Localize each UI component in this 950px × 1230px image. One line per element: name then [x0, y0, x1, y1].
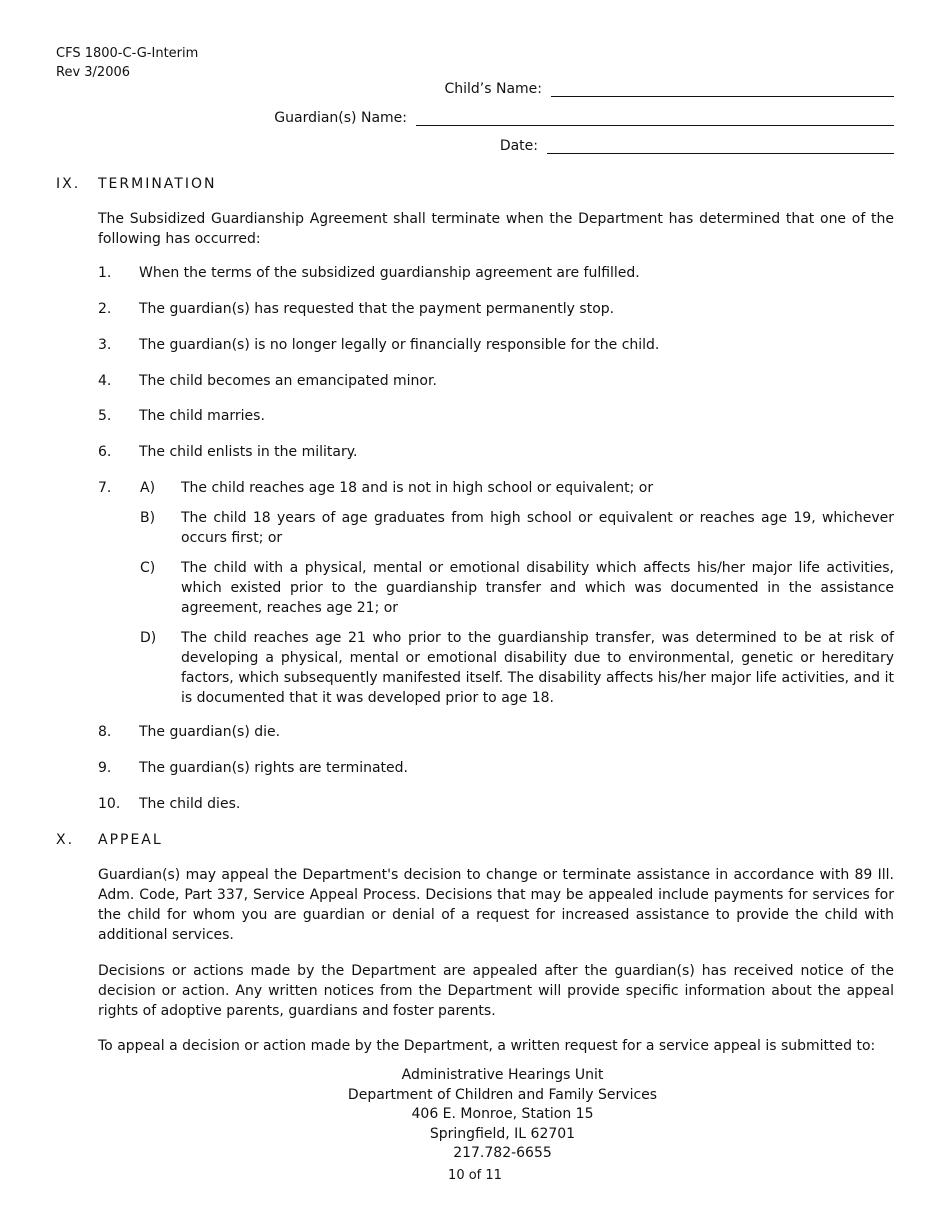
date-field[interactable]: [547, 153, 894, 154]
item-number: 1.: [98, 265, 112, 281]
address-line: 406 E. Monroe, Station 15: [411, 1106, 594, 1122]
sub-item-letter: A): [140, 480, 156, 496]
childs-name-label: Child’s Name:: [444, 81, 542, 97]
list-item: [98, 406, 894, 426]
sub-item: [140, 628, 894, 708]
list-item: [98, 263, 894, 283]
address-line: 217.782-6655: [453, 1145, 552, 1161]
guardians-name-label: Guardian(s) Name:: [274, 110, 407, 126]
sub-item: [140, 508, 894, 548]
address-line: Springfield, IL 62701: [429, 1125, 576, 1142]
childs-name-field[interactable]: [551, 96, 894, 97]
sub-item: [140, 478, 894, 498]
sub-item-text: The child reaches age 21 who prior to the guardianship transfer, was determined to be at risk of developing a physical, mental or emotional disability due to environmental, genetic or hereditary factors, which subsequently manifested itself. The disability affects his/her major life activities, and it is documented that it was developed prior to age 18.: [181, 630, 894, 706]
item-number: 8.: [98, 724, 112, 740]
address-line: Administrative Hearings Unit: [401, 1067, 604, 1083]
sub-item-letter: C): [140, 560, 156, 576]
item-text: The guardian(s) is no longer legally or financially responsible for the child.: [139, 337, 660, 353]
item-number: 5.: [98, 408, 112, 424]
item-text: The child marries.: [139, 408, 265, 424]
item-number: 6.: [98, 444, 112, 460]
item-text: The child enlists in the military.: [139, 444, 358, 460]
sub-item-letter: B): [140, 510, 156, 526]
list-item: [98, 794, 894, 814]
date-label: Date:: [499, 138, 538, 154]
list-item: [98, 299, 894, 319]
list-item: [98, 371, 894, 391]
item-number: 9.: [98, 760, 112, 776]
item-text: The guardian(s) die.: [139, 724, 281, 740]
form-id: CFS 1800-C-G-Interim: [56, 46, 199, 61]
section-number: IX.: [56, 176, 81, 192]
appeal-paragraph-3: To appeal a decision or action made by the Department, a written request for a service appeal is submitted to:: [98, 1038, 876, 1054]
section-title: TERMINATION: [98, 176, 217, 192]
section-heading-appeal: [56, 830, 163, 850]
section-heading-termination: [56, 174, 216, 194]
sub-item-text: The child with a physical, mental or emotional disability which affects his/her major life activities, which existed prior to the guardianship transfer and which was documented in the assistance agreement, reaches age 21; or: [181, 560, 894, 616]
item-text: The guardian(s) rights are terminated.: [139, 760, 408, 776]
sub-item-text: The child 18 years of age graduates from high school or equivalent or reaches age 19, whichever occurs first; or: [181, 510, 894, 546]
list-item: [98, 722, 894, 742]
form-id-block: [56, 44, 198, 82]
form-revision: Rev 3/2006: [56, 65, 131, 80]
appeal-paragraph-1: Guardian(s) may appeal the Department's decision to change or terminate assistance in accordance with 89 Ill. Adm. Code, Part 337, Service Appeal Process. Decisions that may be appealed include payments for services for the child for whom you are guardian or denial of a request for increased assistance to provide the child with additional services.: [98, 867, 894, 943]
sub-item-text: The child reaches age 18 and is not in high school or equivalent; or: [181, 480, 654, 496]
sub-item-letter: D): [140, 630, 157, 646]
section-number: X.: [56, 832, 75, 848]
appeal-paragraph-2: Decisions or actions made by the Department are appealed after the guardian(s) has received notice of the decision or action. Any written notices from the Department will provide specific information about the appeal rights of adoptive parents, guardians and foster parents.: [98, 963, 894, 1019]
mailing-address: [0, 1066, 950, 1164]
item-text: The child becomes an emancipated minor.: [139, 373, 437, 389]
list-item: [98, 335, 894, 355]
item-number: 3.: [98, 337, 112, 353]
section-title: APPEAL: [98, 832, 163, 848]
item-number: 10.: [98, 796, 121, 812]
list-item: [98, 442, 894, 462]
item-number: 2.: [98, 301, 112, 317]
guardians-name-field[interactable]: [416, 125, 894, 126]
address-line: Department of Children and Family Services: [347, 1086, 658, 1103]
list-item: [98, 758, 894, 778]
sub-item: [140, 558, 894, 618]
item-number: 7.: [98, 480, 112, 496]
item-text: The guardian(s) has requested that the payment permanently stop.: [139, 301, 615, 317]
item-number: 4.: [98, 373, 112, 389]
item-text: When the terms of the subsidized guardianship agreement are fulfilled.: [139, 265, 640, 281]
termination-intro: The Subsidized Guardianship Agreement shall terminate when the Department has determined that one of the following has occurred:: [98, 211, 894, 247]
item-text: The child dies.: [139, 796, 241, 812]
page-number: 10 of 11: [448, 1168, 502, 1183]
